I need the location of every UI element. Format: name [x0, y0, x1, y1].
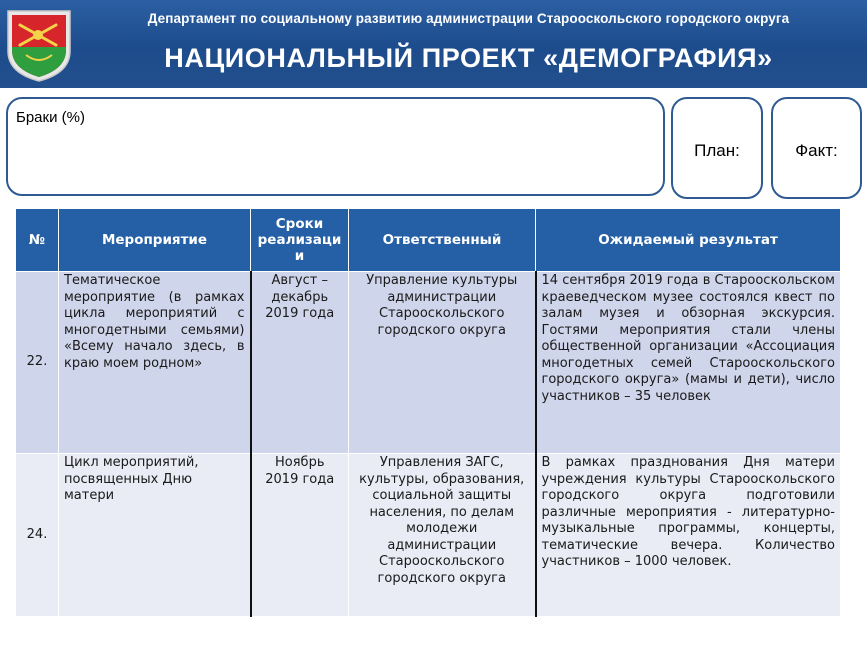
header-banner: [0, 0, 867, 88]
coat-of-arms-icon: [6, 7, 72, 83]
activities-table: [15, 208, 841, 617]
table-row: [16, 454, 841, 617]
row-responsible: Управление культуры администрации Старооскольского городского округа: [349, 272, 536, 454]
row-event: Цикл мероприятий, посвященных Дню матери: [59, 454, 251, 617]
column-header-number: №: [16, 209, 59, 272]
row-result: В рамках празднования Дня матери учреждения культуры Старооскольского городского округа подготовили различные мероприятия - литературно-музыкальные программы, концерты, тематические вечера. Количество участников – 1000 человек.: [536, 454, 841, 617]
indicator-label: Браки (%): [16, 109, 85, 126]
department-name: Департамент по социальному развитию администрации Старооскольского городского округа: [147, 11, 790, 26]
row-number: 24.: [16, 454, 59, 617]
indicator-box: [6, 97, 665, 196]
table-header-row: [16, 209, 841, 272]
fact-label: Факт:: [795, 141, 838, 160]
row-result: 14 сентября 2019 года в Старооскольском краеведческом музее состоялся квест по залам музея и обзорная экскурсия. Гостями мероприятия стали члены общественной организации «Ассоциация многодетных семей Старооскольского городского округа» (мамы и дети), число участников – 35 человек: [536, 272, 841, 454]
page-title: НАЦИОНАЛЬНЫЙ ПРОЕКТ «ДЕМОГРАФИЯ»: [164, 43, 773, 73]
column-header-responsible: Ответственный: [349, 209, 536, 272]
column-header-period: Сроки реализаци и: [251, 209, 349, 272]
row-event: Тематическое мероприятие (в рамках цикла мероприятий с многодетными семьями) «Всему начало здесь, в краю моем родном»: [59, 272, 251, 454]
row-period: Август – декабрь 2019 года: [251, 272, 349, 454]
plan-label: План:: [694, 141, 740, 160]
row-responsible: Управления ЗАГС, культуры, образования, социальной защиты населения, по делам молодежи администрации Старооскольского городского округа: [349, 454, 536, 617]
row-number: 22.: [16, 272, 59, 454]
fact-box: [771, 97, 862, 199]
column-header-event: Мероприятие: [59, 209, 251, 272]
plan-box: [671, 97, 763, 199]
column-header-result: Ожидаемый результат: [536, 209, 841, 272]
row-period: Ноябрь 2019 года: [251, 454, 349, 617]
table-row: [16, 272, 841, 454]
